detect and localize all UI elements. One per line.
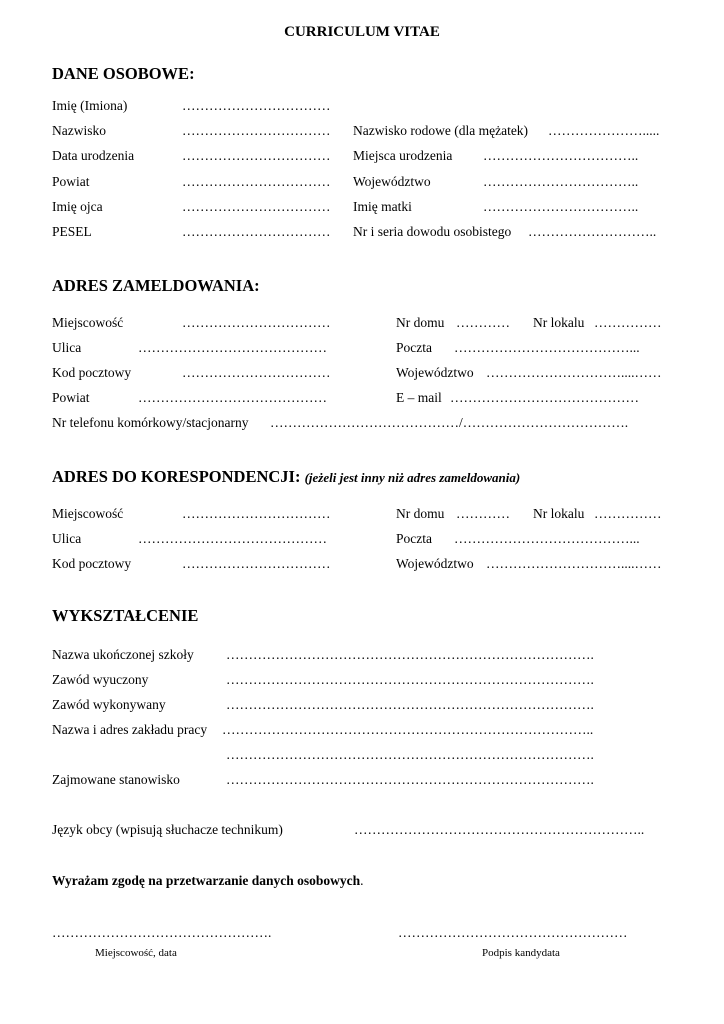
- consent-text: Wyrażam zgodę na przetwarzanie danych osobowych: [52, 873, 361, 888]
- field-zaklad-pracy-line2[interactable]: ……………………………………………………………………….: [226, 747, 594, 762]
- field-powiat[interactable]: ……………………………: [182, 174, 331, 189]
- consent-period: .: [360, 873, 364, 888]
- label-poczta-kor: Poczta: [396, 531, 432, 546]
- section-heading-wyksztalcenie: WYKSZTAŁCENIE: [52, 606, 199, 625]
- field-poczta[interactable]: …………………………………...: [454, 340, 640, 355]
- field-nr-domu[interactable]: …………: [456, 315, 510, 330]
- label-kod-pocztowy: Kod pocztowy: [52, 365, 132, 380]
- field-nr-lokalu-kor[interactable]: ……………: [594, 506, 662, 521]
- label-nr-lokalu-kor: Nr lokalu: [533, 506, 585, 521]
- field-nazwisko-rodowe[interactable]: ………………….....: [548, 123, 660, 138]
- section-heading-adres-korespondencji: [52, 467, 520, 487]
- label-powiat-zam: Powiat: [52, 390, 90, 405]
- label-miejsce-urodzenia: Miejsca urodzenia: [353, 148, 453, 163]
- field-pesel[interactable]: ……………………………: [182, 224, 331, 239]
- field-miejscowosc-data[interactable]: ………………………………………….: [52, 925, 272, 940]
- field-stanowisko[interactable]: ……………………………………………………………………….: [226, 772, 594, 787]
- label-dowod: Nr i seria dowodu osobistego: [353, 224, 512, 239]
- field-miejscowosc-kor[interactable]: ……………………………: [182, 506, 331, 521]
- label-szkola: Nazwa ukończonej szkoły: [52, 647, 194, 662]
- consent-statement: [52, 873, 363, 889]
- field-zaklad-pracy[interactable]: ………………………………………………………………………..: [222, 722, 594, 737]
- field-data-urodzenia[interactable]: ……………………………: [182, 148, 331, 163]
- field-kod-pocztowy-kor[interactable]: ……………………………: [182, 556, 331, 571]
- field-wojewodztwo-kor[interactable]: …………………………....……: [486, 556, 662, 571]
- label-wojewodztwo-zam: Województwo: [396, 365, 474, 380]
- label-wojewodztwo: Województwo: [353, 174, 431, 189]
- label-imie: Imię (Imiona): [52, 98, 128, 113]
- page-title: CURRICULUM VITAE: [284, 24, 440, 40]
- label-powiat: Powiat: [52, 174, 90, 189]
- label-imie-ojca: Imię ojca: [52, 199, 103, 214]
- label-ulica: Ulica: [52, 340, 82, 355]
- label-stanowisko: Zajmowane stanowisko: [52, 772, 180, 787]
- label-nazwisko-rodowe: Nazwisko rodowe (dla mężatek): [353, 123, 529, 138]
- label-data-urodzenia: Data urodzenia: [52, 148, 135, 163]
- field-dowod[interactable]: ………………………..: [528, 224, 657, 239]
- field-powiat-zam[interactable]: ……………………………………: [138, 390, 327, 405]
- label-zaklad-pracy: Nazwa i adres zakładu pracy: [52, 722, 208, 737]
- label-pesel: PESEL: [52, 224, 92, 239]
- label-poczta: Poczta: [396, 340, 432, 355]
- field-nazwisko[interactable]: ……………………………: [182, 123, 331, 138]
- field-zawod-wyuczony[interactable]: ……………………………………………………………………….: [226, 672, 594, 687]
- korespondencja-heading-text: ADRES DO KORESPONDENCJI: [52, 467, 295, 486]
- label-nazwisko: Nazwisko: [52, 123, 106, 138]
- field-wojewodztwo[interactable]: ……………………………..: [483, 174, 639, 189]
- field-email[interactable]: ……………………………………: [450, 390, 639, 405]
- field-miejsce-urodzenia[interactable]: ……………………………..: [483, 148, 639, 163]
- label-nr-domu: Nr domu: [396, 315, 445, 330]
- label-zawod-wykonywany: Zawód wykonywany: [52, 697, 166, 712]
- field-imie[interactable]: ……………………………: [182, 98, 331, 113]
- field-miejscowosc[interactable]: ……………………………: [182, 315, 331, 330]
- field-ulica-kor[interactable]: ……………………………………: [138, 531, 327, 546]
- label-email: E – mail: [396, 390, 442, 405]
- label-nr-lokalu: Nr lokalu: [533, 315, 585, 330]
- label-ulica-kor: Ulica: [52, 531, 82, 546]
- field-telefon[interactable]: ……………………………………/……………………………….: [270, 415, 629, 430]
- label-wojewodztwo-kor: Województwo: [396, 556, 474, 571]
- label-miejscowosc-kor: Miejscowość: [52, 506, 124, 521]
- field-ulica[interactable]: ……………………………………: [138, 340, 327, 355]
- field-imie-matki[interactable]: ……………………………..: [483, 199, 639, 214]
- field-imie-ojca[interactable]: ……………………………: [182, 199, 331, 214]
- label-imie-matki: Imię matki: [353, 199, 412, 214]
- label-miejscowosc-data: Miejscowość, data: [95, 947, 177, 959]
- korespondencja-heading-colon: :: [294, 467, 301, 486]
- field-nr-lokalu[interactable]: ……………: [594, 315, 662, 330]
- korespondencja-note: (jeżeli jest inny niż adres zameldowania): [304, 470, 521, 485]
- field-podpis[interactable]: ……………………………………………: [398, 925, 628, 940]
- label-telefon: Nr telefonu komórkowy/stacjonarny: [52, 415, 249, 430]
- label-podpis-kandydata: Podpis kandydata: [482, 947, 560, 959]
- field-kod-pocztowy[interactable]: ……………………………: [182, 365, 331, 380]
- label-zawod-wyuczony: Zawód wyuczony: [52, 672, 149, 687]
- field-poczta-kor[interactable]: …………………………………...: [454, 531, 640, 546]
- field-jezyk-obcy[interactable]: ………………………………………………………..: [354, 822, 645, 837]
- label-kod-pocztowy-kor: Kod pocztowy: [52, 556, 132, 571]
- field-nr-domu-kor[interactable]: …………: [456, 506, 510, 521]
- label-miejscowosc: Miejscowość: [52, 315, 124, 330]
- section-heading-adres-zameldowania: ADRES ZAMELDOWANIA:: [52, 276, 260, 295]
- field-zawod-wykonywany[interactable]: ……………………………………………………………………….: [226, 697, 594, 712]
- label-nr-domu-kor: Nr domu: [396, 506, 445, 521]
- field-wojewodztwo-zam[interactable]: …………………………....……: [486, 365, 662, 380]
- label-jezyk-obcy: Język obcy (wpisują słuchacze technikum): [52, 822, 283, 837]
- section-heading-dane-osobowe: DANE OSOBOWE:: [52, 64, 195, 83]
- field-szkola[interactable]: ……………………………………………………………………….: [226, 647, 594, 662]
